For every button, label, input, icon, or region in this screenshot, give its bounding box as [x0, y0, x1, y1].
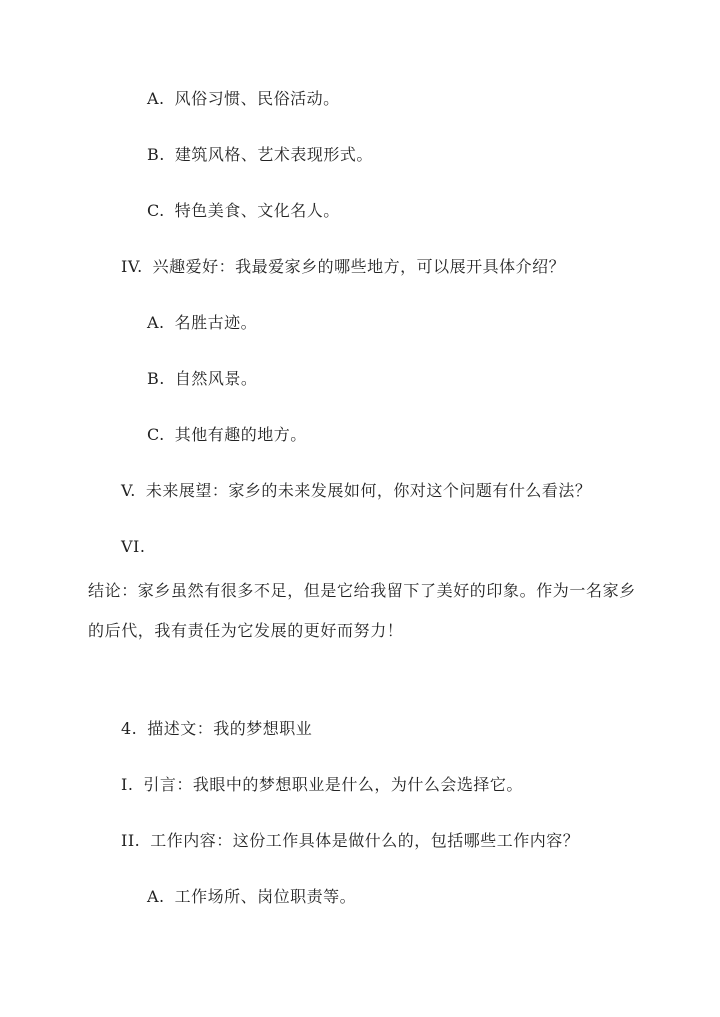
outline-item-b	[147, 144, 373, 166]
item-marker: VI.	[121, 537, 146, 556]
item-marker: B.	[147, 369, 165, 388]
outline-item-b	[147, 368, 257, 390]
outline-item-vi	[121, 536, 155, 558]
item-text: 自然风景。	[174, 369, 258, 388]
item-text: 特色美食、文化名人。	[174, 201, 340, 220]
item-marker: A.	[147, 313, 165, 332]
item-text: 名胜古迹。	[174, 313, 258, 332]
outline-item-c	[147, 424, 307, 446]
outline-item-a	[147, 886, 356, 908]
outline-item-a	[147, 88, 340, 110]
outline-item-iv	[121, 256, 565, 278]
outline-item-a	[147, 312, 257, 334]
item-text: 风俗习惯、民俗活动。	[174, 89, 340, 108]
outline-item-ii	[121, 830, 579, 852]
item-marker: V.	[121, 481, 136, 500]
item-marker: II.	[121, 831, 141, 850]
section-heading-4	[121, 718, 312, 740]
item-marker: I.	[121, 775, 134, 794]
item-text: 兴趣爱好：我最爱家乡的哪些地方，可以展开具体介绍？	[152, 257, 566, 276]
item-marker: C.	[147, 201, 165, 220]
item-marker: C.	[147, 425, 165, 444]
item-text: 其他有趣的地方。	[174, 425, 307, 444]
item-marker: A.	[147, 887, 165, 906]
item-text: 建筑风格、艺术表现形式。	[174, 145, 373, 164]
item-text: 工作场所、岗位职责等。	[174, 887, 357, 906]
item-text: 工作内容：这份工作具体是做什么的，包括哪些工作内容？	[150, 831, 580, 850]
outline-item-i	[121, 774, 523, 796]
outline-item-c	[147, 200, 340, 222]
item-marker: A.	[147, 89, 165, 108]
item-marker: B.	[147, 145, 165, 164]
conclusion-paragraph: 结论：家乡虽然有很多不足，但是它给我留下了美好的印象。作为一名家乡的后代，我有责任为它发展的更好而努力！	[88, 581, 636, 640]
item-marker: IV.	[121, 257, 143, 276]
section-title: 描述文：我的梦想职业	[147, 719, 313, 738]
item-text: 引言：我眼中的梦想职业是什么，为什么会选择它。	[143, 775, 523, 794]
section-number: 4.	[121, 719, 138, 738]
outline-item-v	[121, 480, 591, 502]
item-text: 未来展望：家乡的未来发展如何，你对这个问题有什么看法？	[145, 481, 592, 500]
